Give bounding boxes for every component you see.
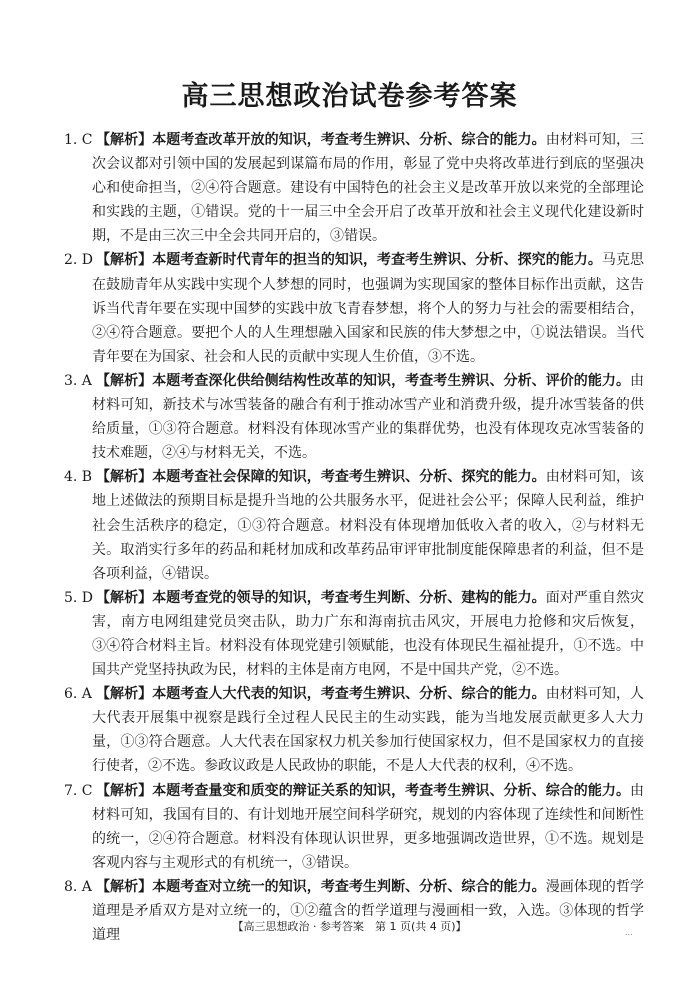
answer-item-3 — [64, 369, 644, 465]
answer-number: 3. A — [64, 372, 92, 389]
answer-number: 2. D — [64, 252, 94, 269]
corner-mark: ... — [625, 928, 633, 937]
answer-number: 6. A — [64, 686, 92, 703]
analysis-tag: 【解析】 — [96, 252, 153, 269]
answer-item-6 — [64, 682, 644, 778]
answer-item-5 — [64, 586, 644, 682]
analysis-tag: 【解析】 — [96, 372, 153, 389]
page-footer: 【高三思想政治 · 参考答案 第 1 页(共 4 页)】 — [232, 920, 467, 933]
analysis-body: 由材料可知，该地上述做法的预期目标是提升当地的公共服务水平，促进社会公平；保障人民利益，维护社会生活秩序的稳定，①③符合题意。材料没有体现增加低收入者的收入，②与材料无关。取消实行多年的药品和耗材加成和改革药品审评审批制度能保障患者的利益，但不是各项利益，④错误。 — [92, 469, 645, 582]
answer-item-2 — [64, 248, 644, 368]
answer-number: 1. C — [64, 132, 93, 148]
analysis-body: 马克思在鼓励青年从实践中实现个人梦想的同时，也强调为实现国家的整体目标作出贡献，这告诉当代青年要在实现中国梦的实践中放飞青春梦想，将个人的努力与社会的需要相结合，②④符合题意。要把个人的人生理想融入国家和民族的伟大梦想之中，①说法错误。当代青年要在为国家、社会和人民的贡献中实现人生价值，③不选。 — [92, 252, 645, 365]
analysis-lead: 本题考查社会保障的知识，考查考生辨识、分析、探究的能力。 — [152, 469, 546, 486]
answer-number: 8. A — [64, 878, 92, 895]
analysis-lead: 本题考查对立统一的知识，考查考生判断、分析、综合的能力。 — [152, 878, 546, 895]
analysis-lead: 本题考查改革开放的知识，考查考生辨识、分析、综合的能力。 — [152, 132, 546, 148]
analysis-body: 面对严重自然灾害，南方电网组建党员突击队，助力广东和海南抗击风灾，开展电力抢修和灾后恢复，③④符合材料主旨。材料没有体现党建引领赋能，也没有体现民生福祉提升，①不选。中国共产党坚持执政为民，材料的主体是南方电网，不是中国共产党，②不选。 — [92, 589, 645, 679]
analysis-lead: 本题考查党的领导的知识，考查考生判断、分析、建构的能力。 — [152, 589, 546, 606]
analysis-lead: 本题考查深化供给侧结构性改革的知识，考查考生辨识、分析、评价的能力。 — [152, 372, 631, 389]
answer-list — [64, 128, 644, 947]
analysis-tag: 【解析】 — [96, 878, 153, 895]
analysis-body: 由材料可知，人大代表开展集中视察是践行全过程人民民主的生动实践，能为当地发展贡献更多人大力量，①③符合题意。人大代表在国家权力机关参加行使国家权力，但不是国家权力的直接行使者，②不选。参政议政是人民政协的职能，不是人大代表的权利，④不选。 — [92, 686, 645, 775]
answer-item-4 — [64, 465, 644, 585]
analysis-tag: 【解析】 — [96, 469, 153, 486]
answer-item-1 — [64, 128, 644, 248]
analysis-body: 由材料可知，我国有目的、有计划地开展空间科学研究，规划的内容体现了连续性和间断性的统一，②④符合题意。材料没有体现认识世界，更多地强调改造世界，①不选。规划是客观内容与主观形式的有机统一，③错误。 — [92, 782, 645, 871]
analysis-tag: 【解析】 — [96, 686, 153, 703]
answer-number: 4. B — [64, 469, 93, 486]
answer-item-7 — [64, 779, 644, 875]
answer-number: 7. C — [64, 782, 93, 799]
analysis-body: 由材料可知，新技术与冰雪装备的融合有利于推动冰雪产业和消费升级，提升冰雪装备的供给质量，①③符合题意。材料没有体现冰雪产业的集群优势，也没有体现攻克冰雪装备的技术难题，②④与材料无关，不选。 — [92, 372, 645, 462]
analysis-body: 漫画体现的哲学道理是矛盾双方是对立统一的，①②蕴含的哲学道理与漫画相一致，入选。③体现的哲学道理 — [92, 878, 645, 944]
analysis-lead: 本题考查量变和质变的辩证关系的知识，考查考生辨识、分析、综合的能力。 — [152, 782, 631, 799]
analysis-tag: 【解析】 — [96, 589, 153, 606]
analysis-body: 由材料可知，三次会议都对引领中国的发展起到谋篇布局的作用，彰显了党中央将改革进行到底的坚强决心和使命担当，②④符合题意。建设有中国特色的社会主义是改革开放以来党的全部理论和实践的主题，①错误。党的十一届三中全会开启了改革开放和社会主义现代化建设新时期，不是由三次三中全会共同开启的，③错误。 — [92, 132, 645, 245]
answer-item-8 — [64, 875, 644, 947]
analysis-lead: 本题考查人大代表的知识，考查考生辨识、分析、综合的能力。 — [152, 686, 546, 703]
analysis-tag: 【解析】 — [96, 132, 153, 148]
analysis-lead: 本题考查新时代青年的担当的知识，考查考生辨识、分析、探究的能力。 — [152, 252, 602, 269]
analysis-tag: 【解析】 — [96, 782, 153, 799]
page-title: 高三思想政治试卷参考答案 — [181, 81, 518, 112]
answer-number: 5. D — [64, 589, 94, 606]
